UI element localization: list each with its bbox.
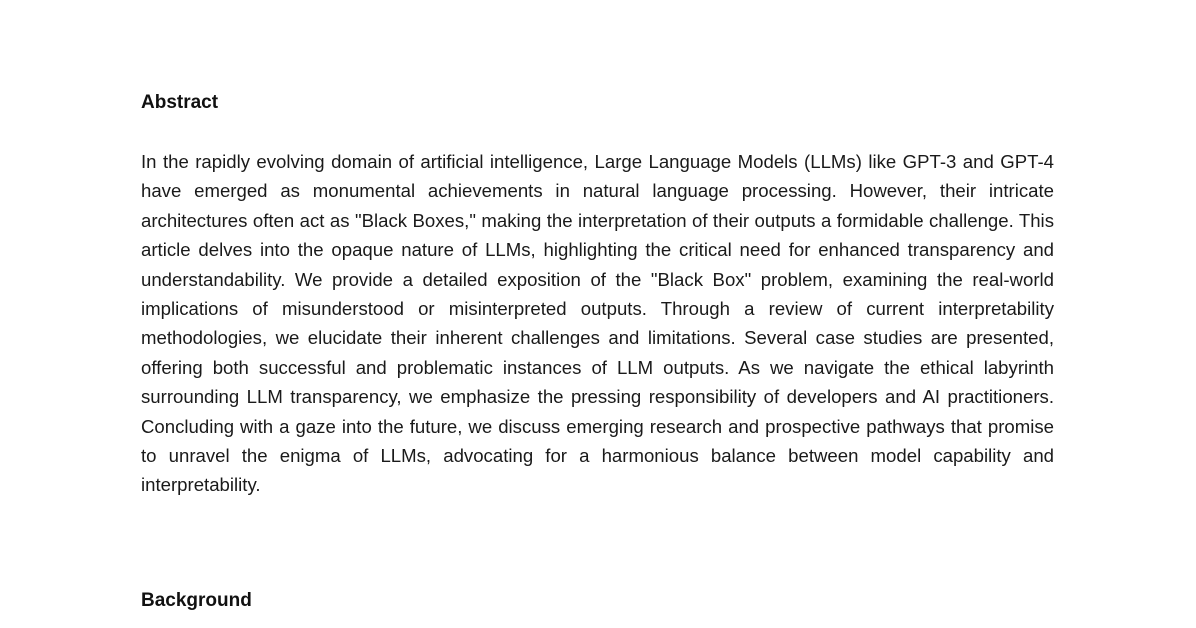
background-heading: Background — [141, 590, 252, 611]
abstract-heading: Abstract — [141, 92, 219, 113]
document-page — [141, 0, 1054, 628]
abstract-paragraph: In the rapidly evolving domain of artificial intelligence, Large Language Models (LLMs) like GPT-3 and GPT-4 have emerged as monumental achievements in natural language processing. However, their intricate architectures often act as "Black Boxes," making the interpretation of their outputs a formidable challenge. This article delves into the opaque nature of LLMs, highlighting the critical need for enhanced transparency and understandability. We provide a detailed exposition of the "Black Box" problem, examining the real-world implications of misunderstood or misinterpreted outputs. Through a review of current interpretability methodologies, we elucidate their inherent challenges and limitations. Several case studies are presented, offering both successful and problematic instances of LLM outputs. As we navigate the ethical labyrinth surrounding LLM transparency, we emphasize the pressing responsibility of developers and AI practitioners. Concluding with a gaze into the future, we discuss emerging research and prospective pathways that promise to unravel the enigma of LLMs, advocating for a harmonious balance between model capability and interpretability. — [141, 151, 1054, 496]
